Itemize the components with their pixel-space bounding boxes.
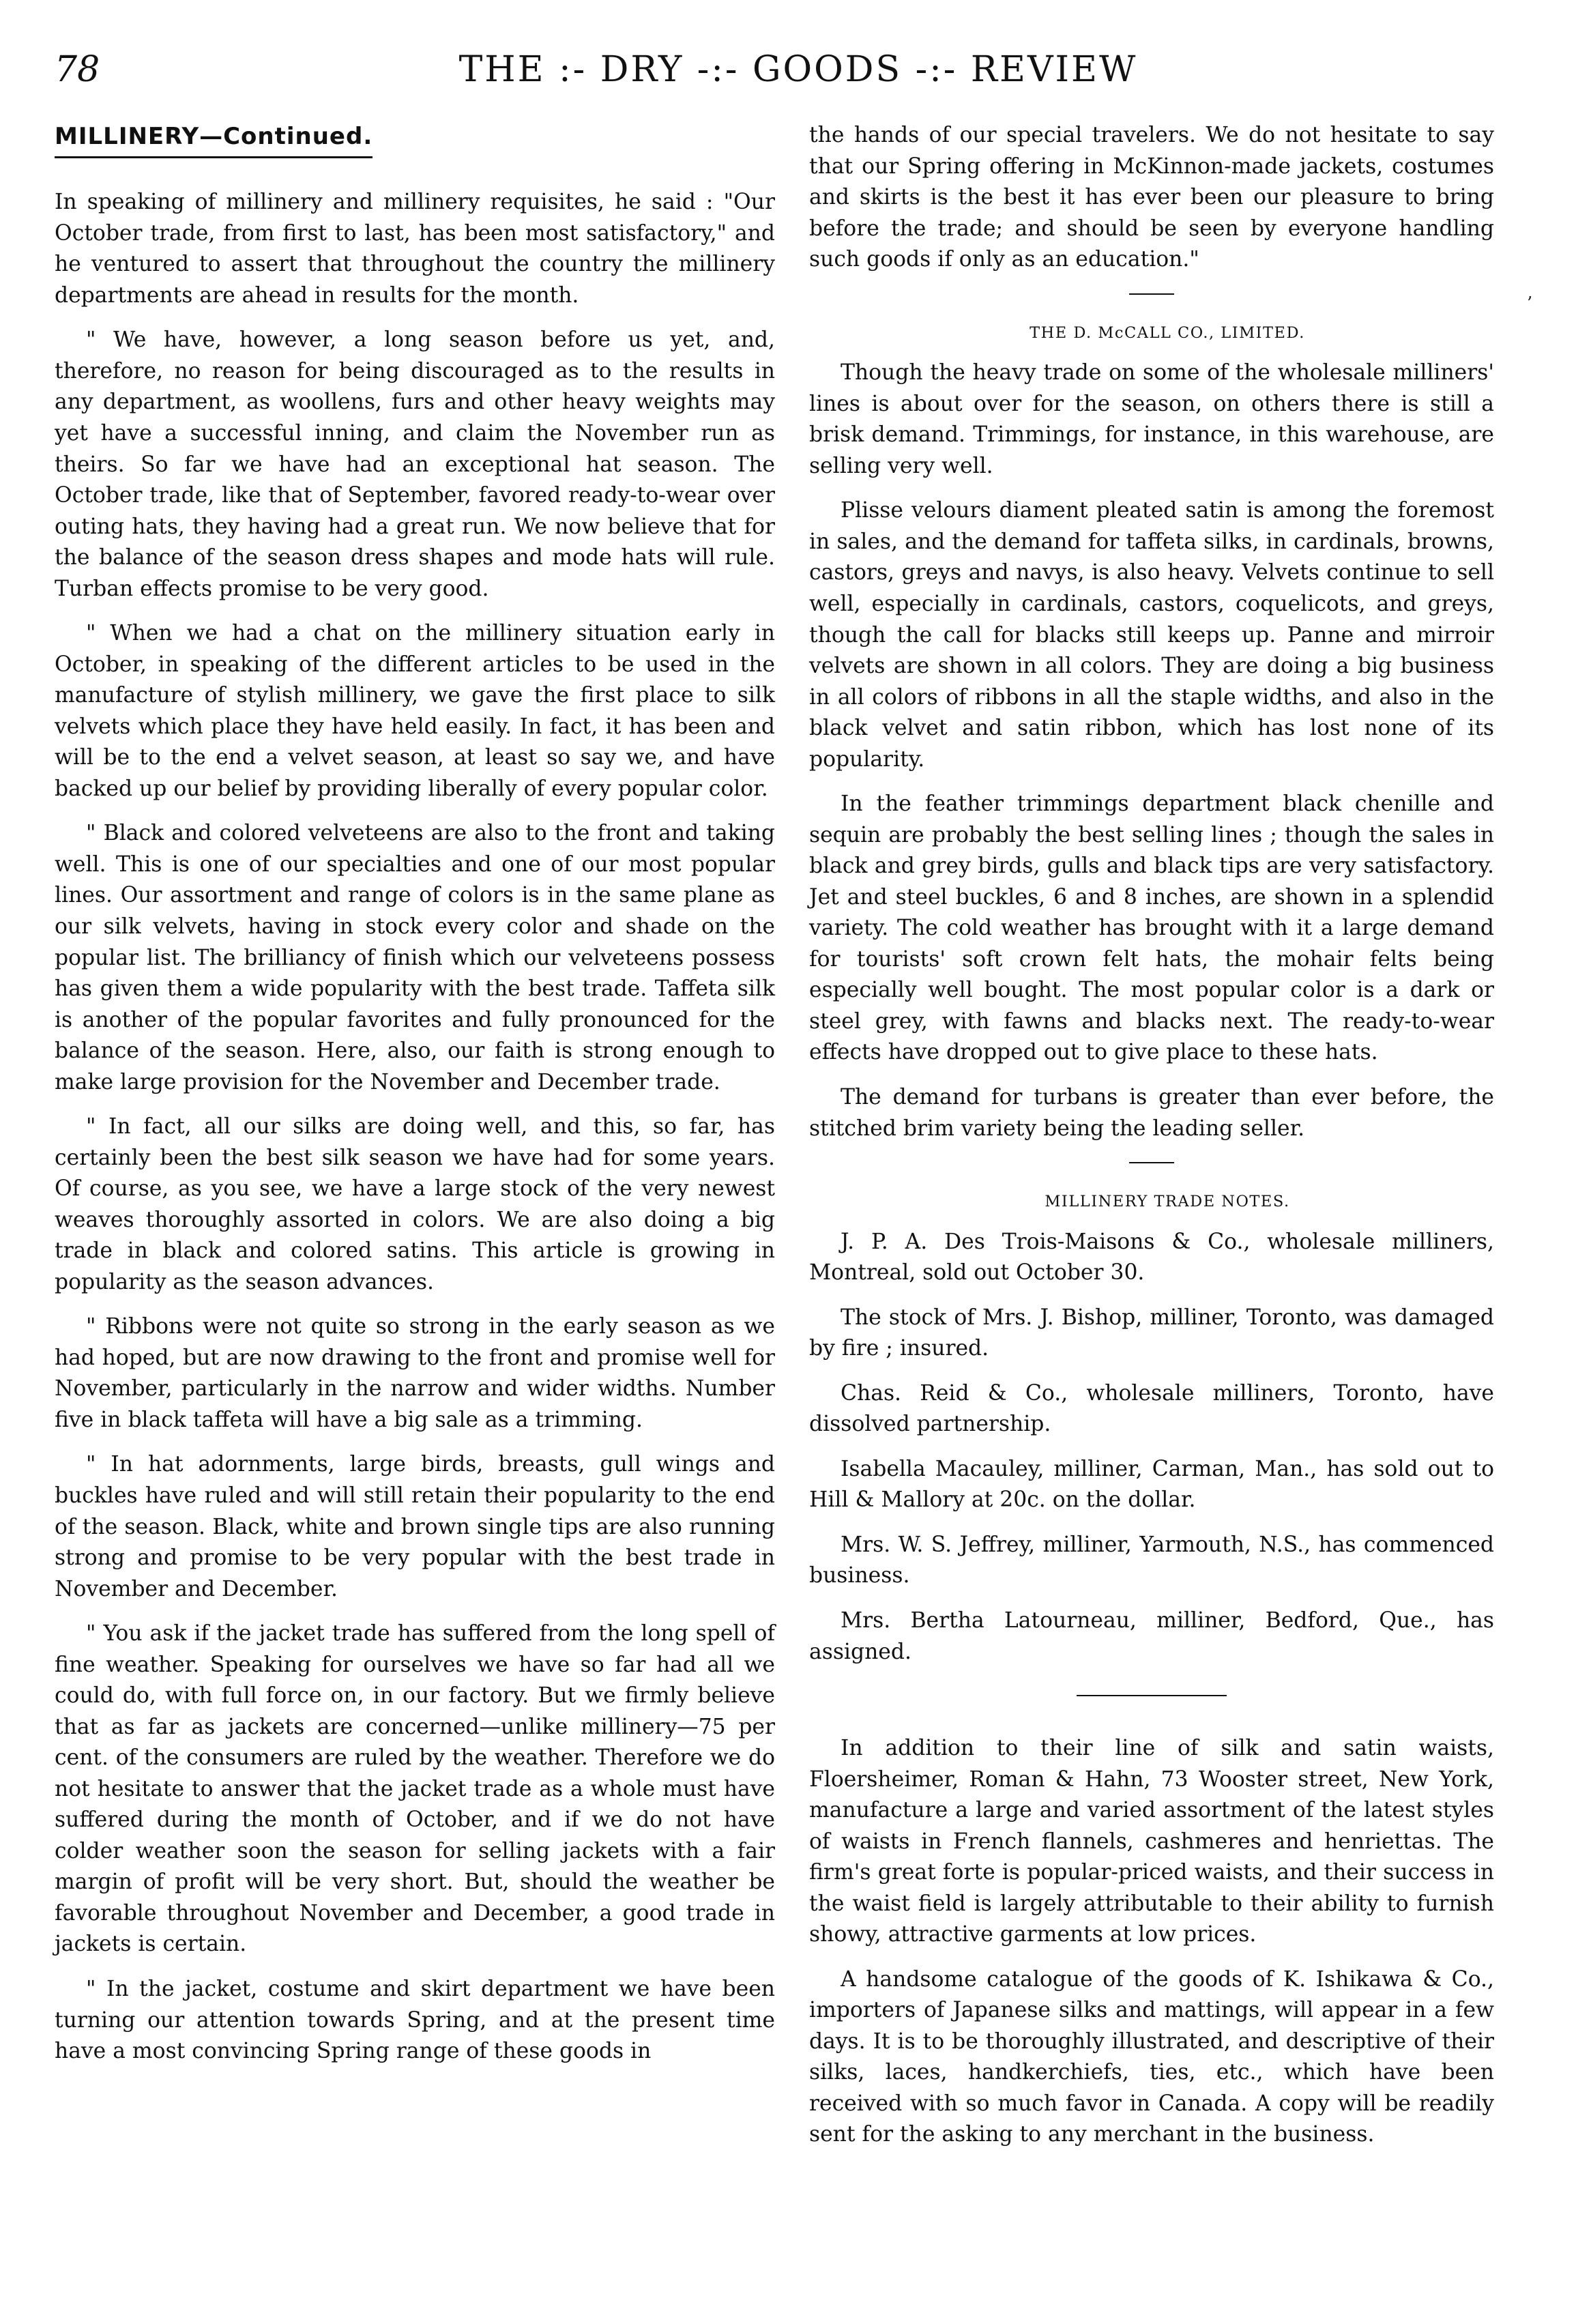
continued-paragraph: the hands of our special travelers. We do not hesitate to say that our Spring offering in McKinnon-made jackets, costumes and skirts is the best it has ever been our pleasure to bring before the trade; and should be seen by everyone handling such goods if only as an education." (809, 123, 1494, 272)
article-paragraph: " In the jacket, costume and skirt department we have been turning our attention towards Spring, and at the present time have a most convincing Spring range of these goods in (55, 1976, 775, 2064)
trade-notes-heading: MILLINERY TRADE NOTES. (1045, 1193, 1290, 1211)
section-divider (1077, 1695, 1227, 1696)
article-paragraph: In speaking of millinery and millinery requisites, he said : "Our October trade, from first to last, has been most satisfactory," and he ventured to assert that throughout the country the millinery departments are ahead in results for the month. (55, 190, 775, 308)
trade-note: Isabella Macauley, milliner, Carman, Man., has sold out to Hill & Mallory at 20c. on the dollar. (809, 1456, 1494, 1513)
article-paragraph: " Black and colored velveteens are also to the front and taking well. This is one of our specialties and one of our most popular lines. Our assortment and range of colors is in the same plane as our silk velvets, having in stock every color and shade on the popular list. The brilliancy of finish which our velveteens possess has given them a wide popularity with the best trade. Taffeta silk is another of the popular favorites and fully pronounced for the balance of the season. Here, also, our faith is strong enough to make large provision for the November and December trade. (55, 821, 775, 1094)
page-header (55, 49, 1542, 111)
article-paragraph: In the feather trimmings department black chenille and sequin are probably the best selling lines ; though the sales in black and grey birds, gulls and black tips are very satisfactory. Jet and steel buckles, 6 and 8 inches, are shown in a splendid variety. The cold weather has brought with it a large demand for tourists' soft crown felt hats, the mohair felts being especially well bought. The most popular color is a dark or steel grey, with fawns and blacks next. The ready-to-wear effects have dropped out to give place to these hats. (809, 791, 1494, 1065)
trade-note: Mrs. Bertha Latourneau, milliner, Bedford, Que., has assigned. (809, 1608, 1494, 1664)
section-divider (1129, 293, 1174, 295)
page-number: 78 (55, 49, 100, 90)
section-heading: MILLINERY—Continued. (55, 120, 373, 158)
article-paragraph: " You ask if the jacket trade has suffered from the long spell of fine weather. Speaking for ourselves we have so far had all we could do, with full force on, in our factory. But we firmly believe that as far as jackets are concerned—unlike millinery—75 per cent. of the consumers are ruled by the weather. Therefore we do not hesitate to answer that the jacket trade as a whole must have suffered during the month of October, and if we do not have colder weather soon the season for selling jackets with a fair margin of profit will be very short. But, should the weather be favorable throughout November and December, a good trade in jackets is certain. (55, 1621, 775, 1957)
article-paragraph: " Ribbons were not quite so strong in the early season as we had hoped, but are now drawing to the front and promise well for November, particularly in the narrow and wider widths. Number five in black taffeta will have a big sale as a trimming. (55, 1314, 775, 1432)
article-paragraph: Though the heavy trade on some of the wholesale milliners' lines is about over for the season, on others there is still a brisk demand. Trimmings, for instance, in this warehouse, are selling very well. (809, 360, 1494, 478)
margin-speck: ’ (1527, 293, 1533, 314)
trade-note: The stock of Mrs. J. Bishop, milliner, Toronto, was damaged by fire ; insured. (809, 1305, 1494, 1361)
mccall-heading: THE D. McCALL CO., LIMITED. (1030, 323, 1305, 342)
right-column (809, 120, 1494, 2164)
article-paragraph: A handsome catalogue of the goods of K. Ishikawa & Co., importers of Japanese silks and mattings, will appear in a few days. It is to be thoroughly illustrated, and descriptive of their silks, laces, handkerchiefs, ties, etc., which have been received with so much favor in Canada. A copy will be readily sent for the asking to any merchant in the business. (809, 1966, 1494, 2147)
trade-note: J. P. A. Des Trois-Maisons & Co., wholesale milliners, Montreal, sold out October 30. (809, 1229, 1494, 1286)
article-paragraph: In addition to their line of silk and satin waists, Floersheimer, Roman & Hahn, 73 Wooster street, New York, manufacture a large and varied assortment of the latest styles of waists in French flannels, cashmeres and henriettas. The firm's great forte is popular-priced waists, and their success in the waist field is largely attributable to their ability to furnish showy, attractive garments at low prices. (809, 1736, 1494, 1947)
left-column (55, 120, 775, 2081)
trade-note: Chas. Reid & Co., wholesale milliners, Toronto, have dissolved partnership. (809, 1380, 1494, 1437)
article-paragraph: Plisse velours diament pleated satin is among the foremost in sales, and the demand for taffeta silks, in cardinals, browns, castors, greys and navys, is also heavy. Velvets continue to sell well, especially in cardinals, castors, coquelicots, and greys, though the call for blacks still keeps up. Panne and mirroir velvets are shown in all colors. They are doing a big business in all colors of ribbons in all the staple widths, and also in the black velvet and satin ribbon, which has lost none of its popularity. (809, 498, 1494, 772)
article-paragraph: " When we had a chat on the millinery situation early in October, in speaking of the different articles to be used in the manufacture of stylish millinery, we gave the first place to silk velvets which place they have held easily. In fact, it has been and will be to the end a velvet season, at least so say we, and have backed up our belief by providing liberally of every popular color. (55, 621, 775, 801)
trade-note: Mrs. W. S. Jeffrey, milliner, Yarmouth, N.S., has commenced business. (809, 1532, 1494, 1588)
article-paragraph: " In hat adornments, large birds, breasts, gull wings and buckles have ruled and will still retain their popularity to the end of the season. Black, white and brown single tips are also running strong and promise to be very popular with the best trade in November and December. (55, 1452, 775, 1601)
article-paragraph: " In fact, all our silks are doing well, and this, so far, has certainly been the best silk season we have had for some years. Of course, as you see, we have a large stock of the very newest weaves thoroughly assorted in colors. We are also doing a big trade in black and colored satins. This article is growing in popularity as the season advances. (55, 1114, 775, 1294)
article-paragraph: The demand for turbans is greater than ever before, the stitched brim variety being the leading seller. (809, 1084, 1494, 1141)
article-paragraph: " We have, however, a long season before us yet, and, therefore, no reason for being discouraged as to the results in any department, as woollens, furs and other heavy weights may yet have a successful inning, and claim the November run as theirs. So far we have had an exceptional hat season. The October trade, like that of September, favored ready-to-wear over outing hats, they having had a great run. We now believe that for the balance of the season dress shapes and mode hats will rule. Turban effects promise to be very good. (55, 328, 775, 601)
running-title: THE :- DRY -:- GOODS -:- REVIEW (458, 49, 1138, 90)
section-divider (1129, 1162, 1174, 1163)
